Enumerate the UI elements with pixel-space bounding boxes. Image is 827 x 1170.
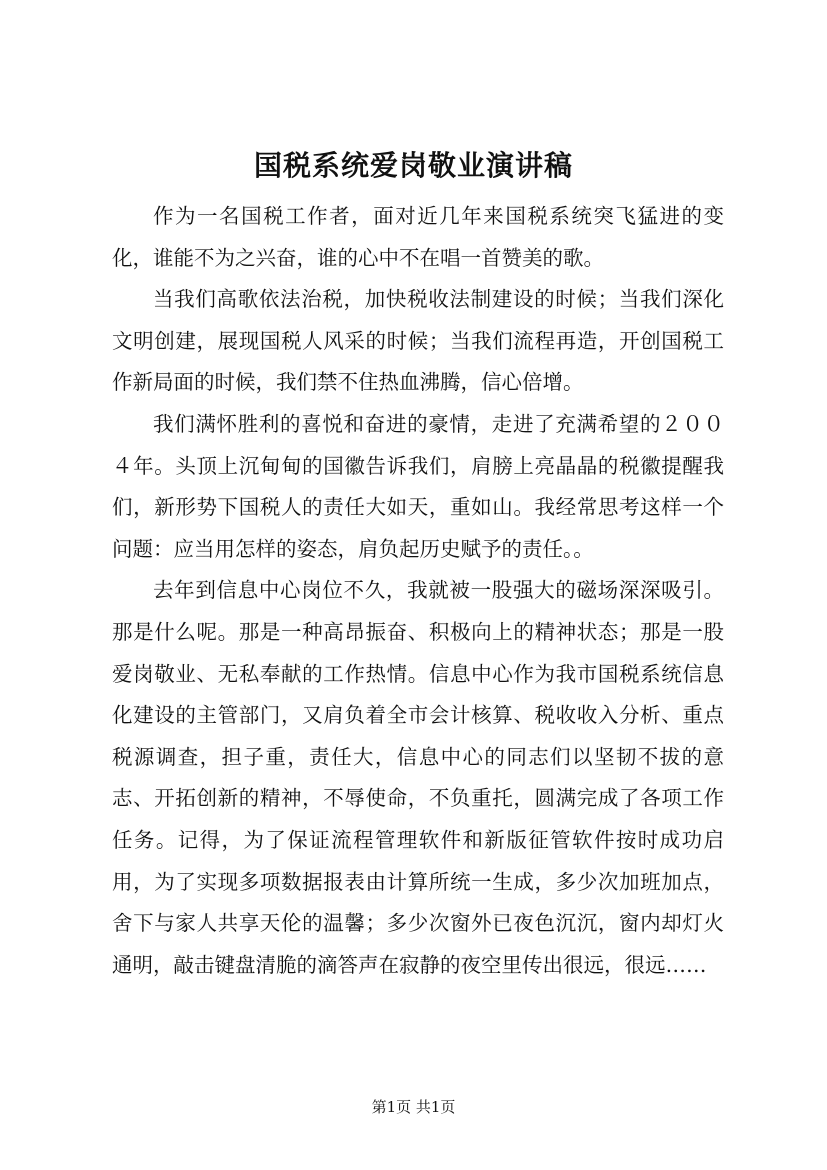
- paragraph-4: 去年到信息中心岗位不久，我就被一股强大的磁场深深吸引。那是什么呢。那是一种高昂振奋、积极向上的精神状态；那是一股爱岗敬业、无私奉献的工作热情。信息中心作为我市国税系统信息化建设的主管部门，又肩负着全市会计核算、税收收入分析、重点税源调查，担子重，责任大，信息中心的同志们以坚韧不拔的意志、开拓创新的精神，不辱使命，不负重托，圆满完成了各项工作任务。记得，为了保证流程管理软件和新版征管软件按时成功启用，为了实现多项数据报表由计算所统一生成，多少次加班加点，舍下与家人共享天伦的温馨；多少次窗外已夜色沉沉，窗内却灯火通明，敲击键盘清脆的滴答声在寂静的夜空里传出很远，很远……: [112, 578, 724, 977]
- paragraph-2: 当我们高歌依法治税，加快税收法制建设的时候；当我们深化文明创建，展现国税人风采的时候；当我们流程再造，开创国税工作新局面的时候，我们禁不住热血沸腾，信心倍增。: [112, 287, 724, 395]
- page-number-footer: 第1页 共1页: [371, 1098, 456, 1116]
- paragraph-3: 我们满怀胜利的喜悦和奋进的豪情，走进了充满希望的２００４年。头顶上沉甸甸的国徽告诉我们，肩膀上亮晶晶的税徽提醒我们，新形势下国税人的责任大如天，重如山。我经常思考这样一个问题：应当用怎样的姿态，肩负起历史赋予的责任。。: [112, 411, 724, 561]
- document-body: [112, 196, 724, 986]
- paragraph-1: 作为一名国税工作者，面对近几年来国税系统突飞猛进的变化，谁能不为之兴奋，谁的心中不在唱一首赞美的歌。: [112, 204, 724, 270]
- document-title: 国税系统爱岗敬业演讲稿: [253, 149, 573, 182]
